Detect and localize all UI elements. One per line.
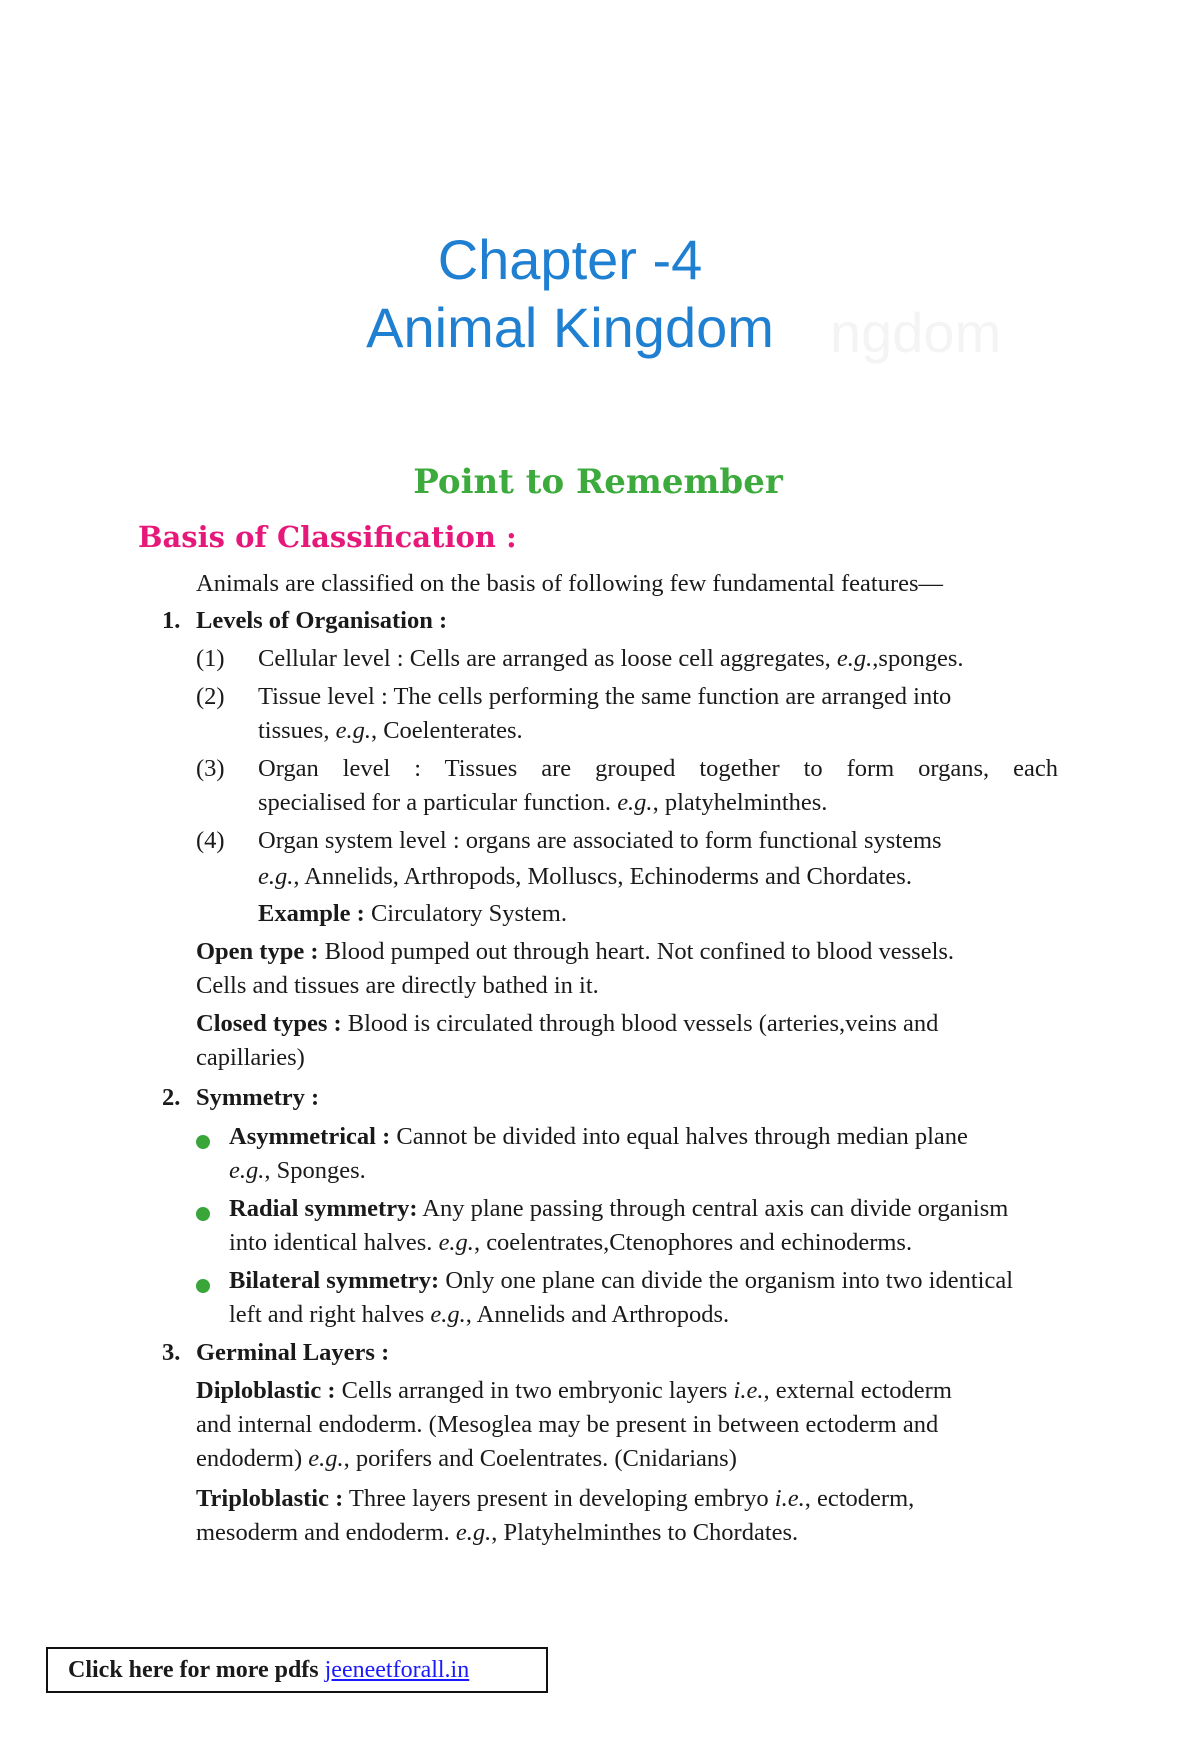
levels-number: 1.: [162, 607, 181, 634]
more-pdfs-label: Click here for more pdfs jeeneetforall.in: [68, 1657, 470, 1683]
open-type-cont: Cells and tissues are directly bathed in it.: [196, 972, 599, 999]
symmetry-item-asymmetrical: Asymmetrical : Cannot be divided into equal halves through median plane: [229, 1123, 968, 1150]
symmetry-item-bilateral: Bilateral symmetry: Only one plane can divide the organism into two identical: [229, 1267, 1014, 1294]
section-subheading: Basis of Classification :: [138, 520, 517, 554]
ghost-watermark-text: ngdom: [830, 301, 1002, 364]
symmetry-item-bilateral-cont: left and right halves e.g., Annelids and Arthropods.: [229, 1301, 730, 1328]
level-2-text: Tissue level : The cells performing the same function are arranged into: [258, 683, 952, 710]
level-3-number: (3): [196, 755, 225, 782]
level-1-text: Cellular level : Cells are arranged as loose cell aggregates, e.g.,sponges.: [258, 645, 964, 672]
diploblastic-text: Diploblastic : Cells arranged in two embryonic layers i.e., external ectoderm: [196, 1377, 952, 1404]
level-1-number: (1): [196, 645, 225, 672]
symmetry-item-radial-cont: into identical halves. e.g., coelentrates,Ctenophores and echinoderms.: [229, 1229, 913, 1256]
open-type: Open type : Blood pumped out through heart. Not confined to blood vessels.: [196, 938, 955, 965]
level-3-text-cont: specialised for a particular function. e.g., platyhelminthes.: [258, 789, 828, 816]
level-4-text-cont: e.g., Annelids, Arthropods, Molluscs, Echinoderms and Chordates.: [258, 863, 912, 890]
diploblastic-text-cont: and internal endoderm. (Mesoglea may be present in between ectoderm and: [196, 1411, 939, 1438]
symmetry-title: Symmetry :: [196, 1084, 320, 1111]
level-2-number: (2): [196, 683, 225, 710]
germinal-number: 3.: [162, 1339, 181, 1366]
germinal-title: Germinal Layers :: [196, 1339, 390, 1366]
triploblastic-text: Triploblastic : Three layers present in developing embryo i.e., ectoderm,: [196, 1485, 915, 1512]
level-3-text: Organ level : Tissues are grouped together to form organs, each: [258, 755, 1058, 782]
chapter-title-text: Animal Kingdom: [366, 296, 774, 359]
bullet-icon: [196, 1135, 210, 1149]
symmetry-item-radial: Radial symmetry: Any plane passing through central axis can divide organism: [229, 1195, 1009, 1222]
triploblastic-text-cont: mesoderm and endoderm. e.g., Platyhelminthes to Chordates.: [196, 1519, 799, 1546]
intro-text: Animals are classified on the basis of following few fundamental features—: [196, 570, 944, 597]
chapter-number: Chapter -4: [437, 228, 703, 291]
diploblastic-text-cont2: endoderm) e.g., porifers and Coelentrates. (Cnidarians): [196, 1445, 737, 1472]
symmetry-item-asymmetrical-cont: e.g., Sponges.: [229, 1157, 366, 1184]
levels-title: Levels of Organisation :: [196, 607, 448, 634]
level-4-example: Example : Circulatory System.: [258, 900, 567, 927]
level-4-number: (4): [196, 827, 225, 854]
closed-type: Closed types : Blood is circulated through blood vessels (arteries,veins and: [196, 1010, 939, 1037]
closed-type-cont: capillaries): [196, 1044, 305, 1071]
level-2-text-cont: tissues, e.g., Coelenterates.: [258, 717, 523, 744]
more-pdfs-link[interactable]: jeeneetforall.in: [324, 1657, 470, 1683]
level-4-text: Organ system level : organs are associated to form functional systems: [258, 827, 942, 854]
bullet-icon: [196, 1207, 210, 1221]
section-heading: Point to Remember: [413, 462, 783, 502]
bullet-icon: [196, 1279, 210, 1293]
symmetry-number: 2.: [162, 1084, 181, 1111]
more-pdfs-banner: [46, 1647, 548, 1693]
